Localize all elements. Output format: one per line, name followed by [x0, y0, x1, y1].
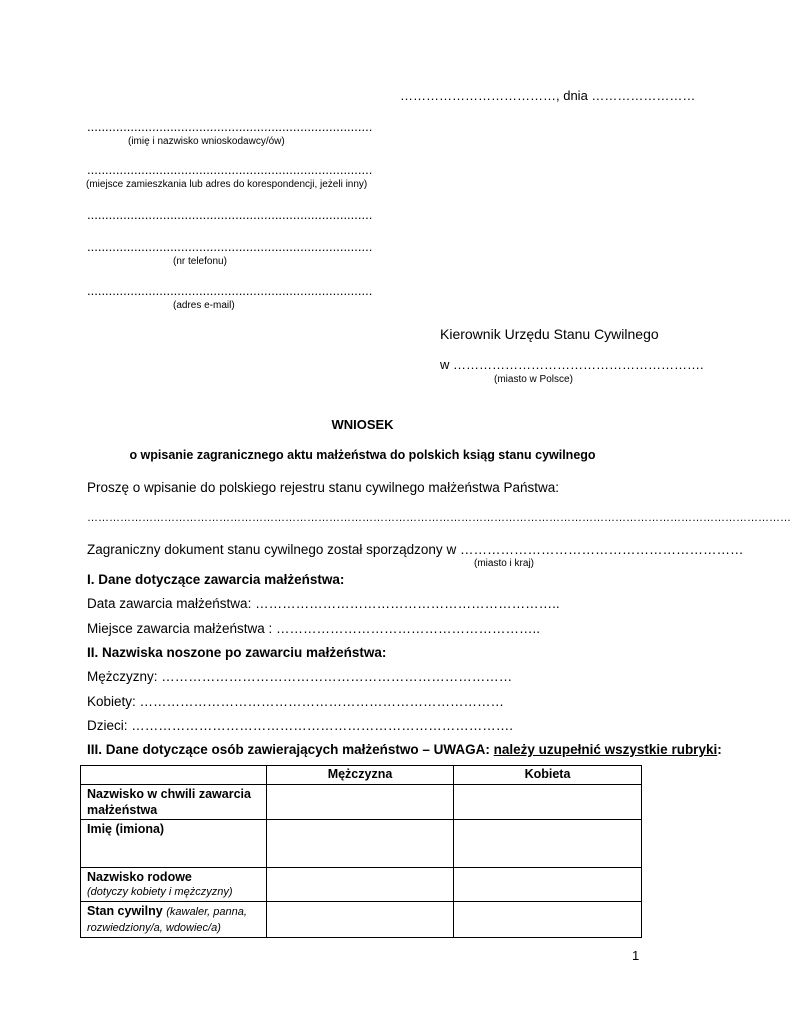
applicant-email-field[interactable]: ...............................................................................: [87, 283, 373, 298]
page-number: 1: [632, 948, 640, 963]
section-3-heading-note: należy uzupełnić wszystkie rubryki: [493, 742, 718, 757]
table-header-empty: [81, 766, 267, 785]
applicant-email-caption: (adres e-mail): [173, 300, 235, 311]
birth-surname-man-cell[interactable]: [267, 868, 454, 902]
applicant-address-line2-field[interactable]: ...............................................................................: [87, 207, 373, 222]
recipient-city-field[interactable]: w ………………………………………………….: [440, 357, 704, 372]
recipient-city-caption: (miasto w Polsce): [494, 374, 573, 385]
section-2-heading: II. Nazwiska noszone po zawarciu małżeństwa:: [87, 645, 387, 660]
row-label-surname-at-marriage: Nazwisko w chwili zawarcia małżeństwa: [81, 785, 267, 820]
table-header-row: [81, 766, 642, 785]
section-1-heading: I. Dane dotyczące zawarcia małżeństwa:: [87, 572, 345, 587]
applicant-phone-field[interactable]: ...............................................................................: [87, 239, 373, 254]
applicant-address-caption: (miejsce zamieszkania lub adres do korespondencji, jeżeli inny): [86, 179, 368, 190]
first-names-woman-cell[interactable]: [454, 820, 642, 868]
section-3-heading: [87, 742, 722, 757]
recipient-title: Kierownik Urzędu Stanu Cywilnego: [440, 326, 659, 342]
surname-at-marriage-woman-cell[interactable]: [454, 785, 642, 820]
date-line[interactable]: ………………………………, dnia ……………………: [400, 88, 696, 103]
marriage-date-field[interactable]: Data zawarcia małżeństwa: …………………………………………………………..: [87, 596, 560, 611]
document-subtitle: o wpisanie zagranicznego aktu małżeństwa do polskich ksiąg stanu cywilnego: [129, 448, 596, 462]
document-title: WNIOSEK: [331, 417, 394, 432]
applicant-address-field[interactable]: ...............................................................................: [87, 162, 373, 177]
table-row: [81, 820, 642, 868]
row-label-first-names: Imię (imiona): [81, 820, 267, 868]
persons-table: [80, 765, 642, 938]
request-text: Proszę o wpisanie do polskiego rejestru stanu cywilnego małżeństwa Państwa:: [87, 480, 559, 495]
marriage-place-field[interactable]: Miejsce zawarcia małżeństwa : …………………………………………………..: [87, 621, 541, 636]
section-3-heading-suffix: :: [717, 742, 722, 757]
table-header-woman: Kobieta: [454, 766, 642, 785]
document-place-caption: (miasto i kraj): [474, 558, 535, 569]
row-label-marital-status: Stan cywilny (kawaler, panna, rozwiedziony/a, wdowiec/a): [81, 902, 267, 938]
document-place-field[interactable]: Zagraniczny dokument stanu cywilnego został sporządzony w ………………………………………………………: [87, 542, 744, 557]
row-label-birth-surname: Nazwisko rodowe (dotyczy kobiety i mężczyzny): [81, 868, 267, 902]
surname-woman-field[interactable]: Kobiety: ………………………………………………………………………: [87, 694, 505, 709]
first-names-man-cell[interactable]: [267, 820, 454, 868]
marital-status-woman-cell[interactable]: [454, 902, 642, 938]
surname-at-marriage-man-cell[interactable]: [267, 785, 454, 820]
surname-man-field[interactable]: Mężczyzny: ……………………………………………………………………: [87, 669, 513, 684]
birth-surname-woman-cell[interactable]: [454, 868, 642, 902]
surname-children-field[interactable]: Dzieci: ………………………………………………………………………….: [87, 718, 514, 733]
table-row: [81, 785, 642, 820]
applicant-name-field[interactable]: ...............................................................................: [87, 119, 373, 134]
table-header-man: Mężczyzna: [267, 766, 454, 785]
marital-status-man-cell[interactable]: [267, 902, 454, 938]
applicant-name-caption: (imię i nazwisko wnioskodawcy/ów): [128, 136, 285, 147]
section-3-heading-prefix: III. Dane dotyczące osób zawierających małżeństwo – UWAGA:: [87, 742, 494, 757]
table-row: [81, 902, 642, 938]
applicant-phone-caption: (nr telefonu): [173, 256, 227, 267]
request-names-field[interactable]: …………………………………………………………………………………………………………………………………………………………………………: [87, 512, 791, 524]
table-row: [81, 868, 642, 902]
